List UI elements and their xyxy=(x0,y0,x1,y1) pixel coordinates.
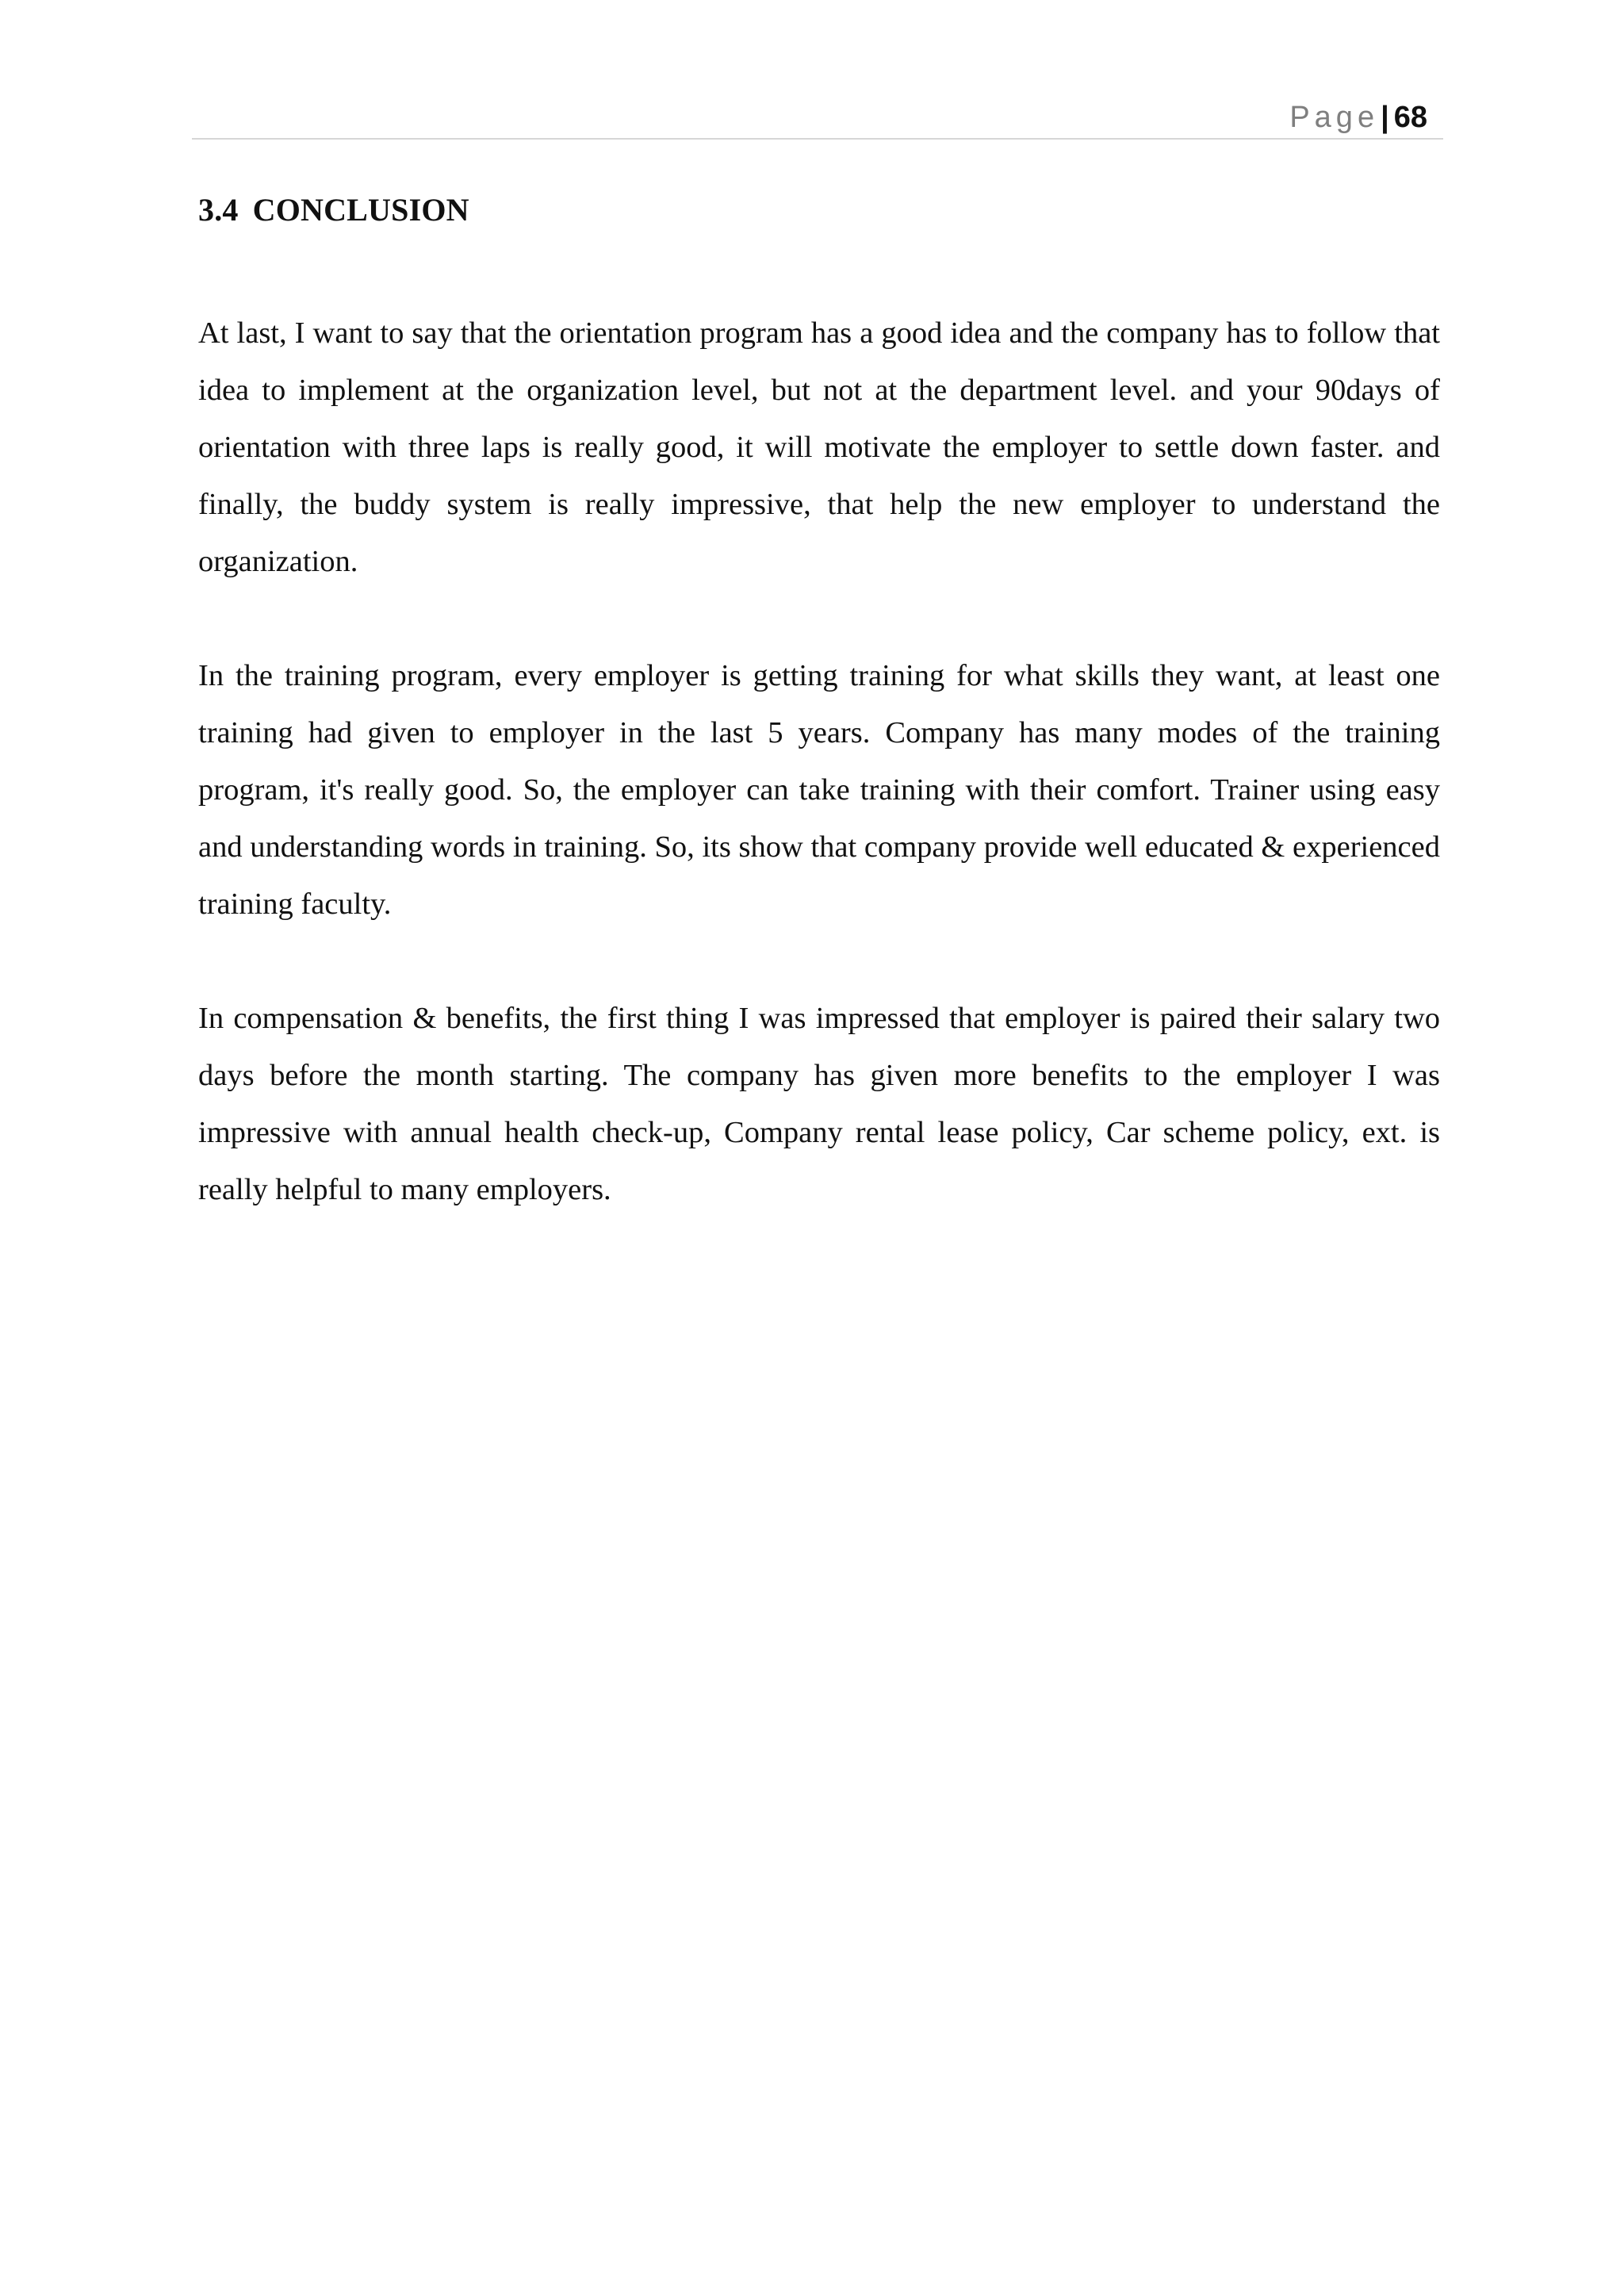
paragraph-compensation: In compensation & benefits, the first thing I was impressed that employer is paired their salary two days before the month starting. The company has given more benefits to the employer I was impressive with annual health check-up, Company rental lease policy, Car scheme policy, ext. is really helpful to many employers. xyxy=(198,1002,1440,1206)
section-title: CONCLUSION xyxy=(252,192,469,228)
page-number-value: 68 xyxy=(1393,101,1427,134)
paragraph-training: In the training program, every employer is getting training for what skills they want, at least one training had given to employer in the last 5 years. Company has many modes of the training program, it's really good. So, the employer can take training with their comfort. Trainer using easy and understanding words in training. So, its show that company provide well educated & experienced training faculty. xyxy=(198,659,1440,921)
section-heading xyxy=(198,189,1440,232)
page-separator: | xyxy=(1381,101,1389,134)
page-header xyxy=(192,94,1443,140)
section-number: 3.4 xyxy=(198,192,239,228)
paragraph-orientation: At last, I want to say that the orientation program has a good idea and the company has to follow that idea to implement at the organization level, but not at the department level. and your 90days of orientation with three laps is really good, it will motivate the employer to settle down faster. and finally, the buddy system is really impressive, that help the new employer to understand the organization. xyxy=(198,316,1440,578)
page-word: Page xyxy=(1289,101,1380,134)
document-body xyxy=(198,189,1440,1275)
page-number-label xyxy=(1289,100,1427,135)
